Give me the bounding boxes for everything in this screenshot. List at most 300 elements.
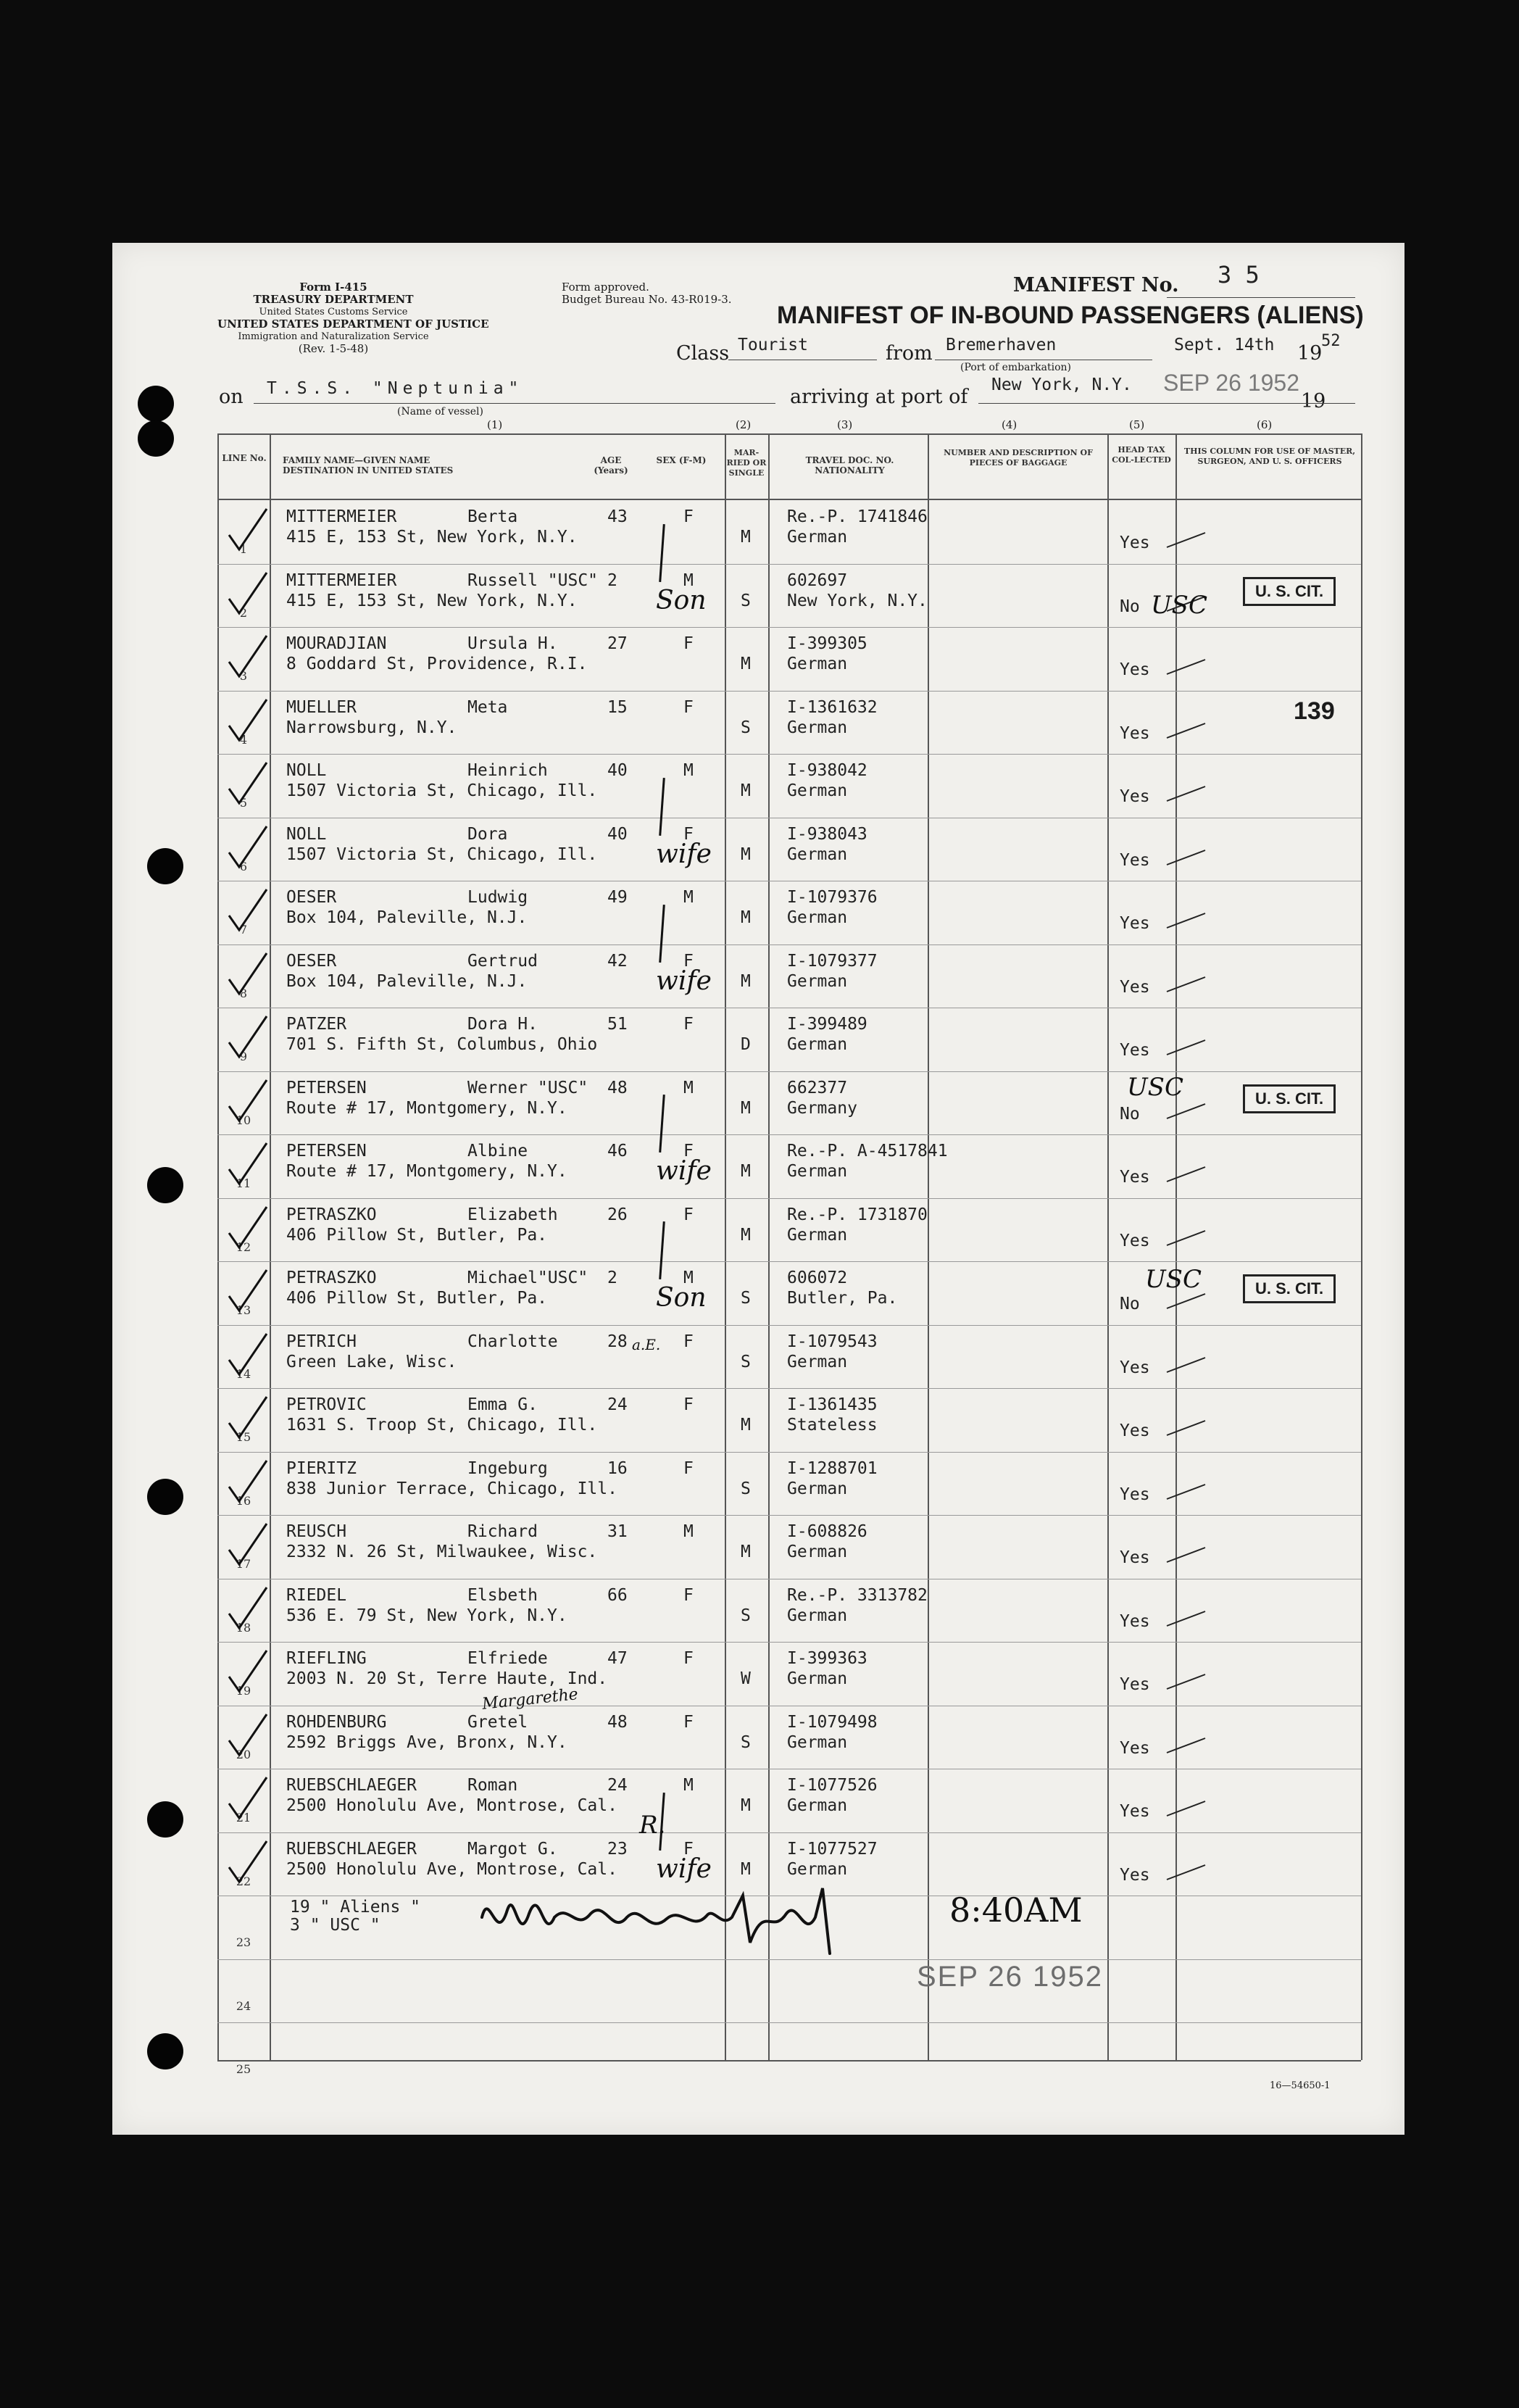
tick-mark-icon bbox=[1165, 1671, 1209, 1693]
family-name: REUSCH bbox=[286, 1522, 347, 1541]
tick-mark-icon bbox=[1165, 1735, 1209, 1756]
nationality: German bbox=[787, 1353, 848, 1371]
row-divider bbox=[217, 1832, 1361, 1833]
marital-status: S bbox=[741, 591, 751, 610]
address: 701 S. Fifth St, Columbus, Ohio bbox=[286, 1035, 598, 1054]
departure-date: Sept. 14th bbox=[1174, 336, 1275, 354]
given-name: Roman bbox=[467, 1776, 518, 1795]
travel-doc: I-399489 bbox=[787, 1015, 867, 1034]
tick-mark-icon bbox=[1165, 1798, 1209, 1819]
nationality: German bbox=[787, 1162, 848, 1181]
arrival-date-stamp: SEP 26 1952 bbox=[1163, 370, 1300, 396]
given-name: Dora bbox=[467, 825, 508, 844]
given-name: Ingeburg bbox=[467, 1459, 548, 1478]
age: 23 bbox=[607, 1840, 628, 1859]
family-name: PETROVIC bbox=[286, 1395, 367, 1414]
vessel-underline bbox=[254, 403, 775, 404]
sex: F bbox=[683, 825, 694, 844]
check-mark-icon bbox=[223, 506, 274, 557]
tick-mark-icon bbox=[1165, 1481, 1209, 1503]
sex: F bbox=[683, 1840, 694, 1859]
check-mark-icon bbox=[223, 1204, 274, 1255]
head-tax: Yes bbox=[1120, 787, 1150, 806]
row-divider bbox=[217, 1198, 1361, 1199]
age: 16 bbox=[607, 1459, 628, 1478]
travel-doc: 606072 bbox=[787, 1269, 848, 1287]
age: 31 bbox=[607, 1522, 628, 1541]
sex: M bbox=[683, 571, 694, 590]
row-divider bbox=[217, 1325, 1361, 1326]
col-num-4: (4) bbox=[1002, 418, 1017, 431]
travel-doc: I-1077526 bbox=[787, 1776, 878, 1795]
col-divider bbox=[768, 433, 770, 2060]
nationality: German bbox=[787, 1669, 848, 1688]
tick-mark-icon bbox=[1165, 973, 1209, 995]
tick-mark-icon bbox=[1165, 1544, 1209, 1566]
line-number: 25 bbox=[236, 2062, 251, 2076]
check-mark-icon bbox=[223, 1521, 274, 1572]
row-divider bbox=[217, 754, 1361, 755]
nationality: Stateless bbox=[787, 1416, 878, 1435]
row-divider bbox=[217, 1452, 1361, 1453]
address: 1507 Victoria St, Chicago, Ill. bbox=[286, 845, 598, 864]
given-name: Werner "USC" bbox=[467, 1079, 588, 1097]
handwritten-relation: wife bbox=[656, 966, 712, 996]
sex: F bbox=[683, 1459, 694, 1478]
col-num-2: (2) bbox=[736, 418, 752, 431]
line-number: 14 bbox=[236, 1367, 251, 1381]
col-divider bbox=[928, 433, 929, 2060]
given-name: Elsbeth bbox=[467, 1586, 538, 1605]
class-label: Class bbox=[676, 342, 730, 365]
address: 838 Junior Terrace, Chicago, Ill. bbox=[286, 1479, 617, 1498]
line-number: 17 bbox=[236, 1557, 251, 1571]
marital-status: M bbox=[741, 781, 751, 800]
hand-usc-row13: USC bbox=[1145, 1265, 1202, 1294]
nationality: German bbox=[787, 1606, 848, 1625]
line-number: 24 bbox=[236, 1999, 251, 2013]
line-number: 23 bbox=[236, 1935, 251, 1949]
col-header-baggage: NUMBER AND DESCRIPTION OF PIECES OF BAGGAGE bbox=[944, 448, 1093, 468]
us-citizen-stamp: U. S. CIT. bbox=[1243, 577, 1336, 606]
summary-aliens: 19 " Aliens " bbox=[290, 1898, 421, 1917]
address: 406 Pillow St, Butler, Pa. bbox=[286, 1226, 548, 1245]
age: 43 bbox=[607, 507, 628, 526]
given-name: Heinrich bbox=[467, 761, 548, 780]
check-mark-icon bbox=[223, 823, 274, 874]
head-tax: No bbox=[1120, 1295, 1140, 1313]
given-name: Elizabeth bbox=[467, 1205, 558, 1224]
tick-mark-icon bbox=[1165, 1163, 1209, 1185]
sex: M bbox=[683, 888, 694, 907]
tick-mark-icon bbox=[1165, 1608, 1209, 1629]
handwritten-relation: Son bbox=[656, 586, 707, 615]
sex: F bbox=[683, 1142, 694, 1161]
col-num-5: (5) bbox=[1129, 418, 1145, 431]
address: 2500 Honolulu Ave, Montrose, Cal. bbox=[286, 1796, 617, 1815]
line-number: 4 bbox=[239, 733, 248, 747]
customs-service: United States Customs Service bbox=[259, 307, 408, 317]
address: 2500 Honolulu Ave, Montrose, Cal. bbox=[286, 1860, 617, 1879]
col-header-tax: HEAD TAX COL-LECTED bbox=[1112, 445, 1171, 465]
address: 2592 Briggs Ave, Bronx, N.Y. bbox=[286, 1733, 567, 1752]
marital-status: M bbox=[741, 908, 751, 927]
family-name: MUELLER bbox=[286, 698, 357, 717]
head-tax: No bbox=[1120, 597, 1140, 616]
marital-status: M bbox=[741, 655, 751, 673]
check-mark-icon bbox=[223, 1458, 274, 1508]
binder-hole bbox=[138, 386, 174, 422]
col-divider bbox=[1107, 433, 1109, 2060]
row-divider bbox=[217, 1261, 1361, 1262]
marital-status: M bbox=[741, 1099, 751, 1118]
binder-hole bbox=[147, 2033, 183, 2069]
justice-dept: UNITED STATES DEPARTMENT OF JUSTICE bbox=[217, 317, 489, 331]
binder-hole bbox=[147, 1479, 183, 1515]
on-label: on bbox=[219, 386, 244, 408]
check-mark-icon bbox=[223, 1331, 274, 1382]
age: 48 bbox=[607, 1079, 628, 1097]
tick-mark-icon bbox=[1165, 529, 1209, 551]
travel-doc: I-1077527 bbox=[787, 1840, 878, 1859]
sex: F bbox=[683, 1205, 694, 1224]
marital-status: M bbox=[741, 1543, 751, 1561]
handwritten-relation: Son bbox=[656, 1283, 707, 1313]
col-header-doc: TRAVEL DOC. NO. NATIONALITY bbox=[805, 455, 894, 476]
nationality: German bbox=[787, 1860, 848, 1879]
marital-status: W bbox=[741, 1669, 751, 1688]
line-number: 11 bbox=[236, 1176, 251, 1190]
footer-code: 16—54650-1 bbox=[1270, 2080, 1331, 2091]
nationality: German bbox=[787, 1479, 848, 1498]
col-header-married: MAR-RIED OR SINGLE bbox=[726, 448, 767, 478]
table-header-rule bbox=[217, 499, 1361, 500]
tick-mark-icon bbox=[1165, 910, 1209, 931]
tick-mark-icon bbox=[1165, 783, 1209, 805]
given-name: Dora H. bbox=[467, 1015, 538, 1034]
nationality: German bbox=[787, 1035, 848, 1054]
given-name: Albine bbox=[467, 1142, 528, 1161]
sex: F bbox=[683, 1015, 694, 1034]
tick-mark-icon bbox=[1165, 1227, 1209, 1249]
sex: M bbox=[683, 1079, 694, 1097]
binder-hole bbox=[138, 420, 174, 457]
arrival-underline bbox=[978, 403, 1355, 404]
line-number: 18 bbox=[236, 1621, 251, 1635]
year-suffix: 19 bbox=[1301, 390, 1326, 412]
age: 2 bbox=[607, 571, 617, 590]
marital-status: M bbox=[741, 972, 751, 991]
given-name: Ludwig bbox=[467, 888, 528, 907]
family-name: MITTERMEIER bbox=[286, 571, 397, 590]
family-name: NOLL bbox=[286, 761, 327, 780]
sex: F bbox=[683, 1395, 694, 1414]
check-mark-icon bbox=[223, 887, 274, 937]
nationality: German bbox=[787, 781, 848, 800]
row-divider bbox=[217, 944, 1361, 945]
head-tax: Yes bbox=[1120, 660, 1150, 679]
tick-mark-icon bbox=[1165, 1100, 1209, 1122]
col-header-officers: THIS COLUMN FOR USE OF MASTER, SURGEON, AND U. S. OFFICERS bbox=[1183, 447, 1356, 466]
given-name: Gertrud bbox=[467, 952, 538, 971]
binder-hole bbox=[147, 848, 183, 884]
hand-initial-row14: a.E. bbox=[632, 1336, 661, 1353]
nationality: New York, N.Y. bbox=[787, 591, 928, 610]
family-name: OESER bbox=[286, 888, 337, 907]
sex: F bbox=[683, 1713, 694, 1732]
nationality: German bbox=[787, 1796, 848, 1815]
age: 24 bbox=[607, 1776, 628, 1795]
manifest-no: 3 5 bbox=[1218, 261, 1260, 288]
class-value: Tourist bbox=[738, 336, 808, 354]
age: 66 bbox=[607, 1586, 628, 1605]
nationality: German bbox=[787, 655, 848, 673]
row-divider bbox=[217, 627, 1361, 628]
travel-doc: I-1361435 bbox=[787, 1395, 878, 1414]
marital-status: D bbox=[741, 1035, 751, 1054]
check-mark-icon bbox=[223, 633, 274, 684]
check-mark-icon bbox=[223, 1585, 274, 1635]
line-number: 9 bbox=[239, 1050, 248, 1063]
travel-doc: I-938043 bbox=[787, 825, 867, 844]
address: Box 104, Paleville, N.J. bbox=[286, 908, 528, 927]
family-name: PATZER bbox=[286, 1015, 347, 1034]
line-number: 16 bbox=[236, 1494, 251, 1508]
sex: F bbox=[683, 952, 694, 971]
hand-usc-row2: USC bbox=[1151, 591, 1207, 620]
check-mark-icon bbox=[223, 950, 274, 1001]
binder-hole bbox=[147, 1167, 183, 1203]
vessel-name: T.S.S. "Neptunia" bbox=[267, 379, 524, 398]
age: 15 bbox=[607, 698, 628, 717]
sex: F bbox=[683, 698, 694, 717]
travel-doc: Re.-P. A-4517841 bbox=[787, 1142, 948, 1161]
marital-status: M bbox=[741, 1796, 751, 1815]
family-name: NOLL bbox=[286, 825, 327, 844]
arriving-label: arriving at port of bbox=[790, 386, 968, 408]
travel-doc: I-608826 bbox=[787, 1522, 867, 1541]
col-num-1: (1) bbox=[487, 418, 503, 431]
address: 1507 Victoria St, Chicago, Ill. bbox=[286, 781, 598, 800]
col-header-age: AGE (Years) bbox=[594, 455, 628, 476]
check-mark-icon bbox=[223, 1077, 274, 1128]
nationality: Butler, Pa. bbox=[787, 1289, 898, 1308]
line-number: 7 bbox=[239, 923, 248, 937]
age: 49 bbox=[607, 888, 628, 907]
address: Box 104, Paleville, N.J. bbox=[286, 972, 528, 991]
travel-doc: I-1079543 bbox=[787, 1332, 878, 1351]
check-mark-icon bbox=[223, 1013, 274, 1064]
address: Green Lake, Wisc. bbox=[286, 1353, 457, 1371]
line-number: 10 bbox=[236, 1113, 251, 1127]
vessel-label: (Name of vessel) bbox=[397, 406, 483, 418]
given-name: Elfriede bbox=[467, 1649, 548, 1668]
given-name: Meta bbox=[467, 698, 508, 717]
treasury-dept: TREASURY DEPARTMENT bbox=[253, 293, 414, 306]
family-name: MOURADJIAN bbox=[286, 634, 387, 653]
head-tax: Yes bbox=[1120, 1802, 1150, 1821]
marital-status: S bbox=[741, 1606, 751, 1625]
travel-doc: I-1079498 bbox=[787, 1713, 878, 1732]
row-divider bbox=[217, 1642, 1361, 1643]
handwritten-relation: wife bbox=[656, 1854, 712, 1884]
head-tax: Yes bbox=[1120, 1675, 1150, 1694]
ins-service: Immigration and Naturalization Service bbox=[238, 331, 429, 342]
head-tax: Yes bbox=[1120, 1168, 1150, 1187]
travel-doc: Re.-P. 3313782 bbox=[787, 1586, 928, 1605]
manifest-no-underline bbox=[1167, 297, 1355, 298]
address: Route # 17, Montgomery, N.Y. bbox=[286, 1099, 567, 1118]
given-name: Charlotte bbox=[467, 1332, 558, 1351]
col-divider bbox=[217, 433, 219, 2060]
age: 40 bbox=[607, 761, 628, 780]
sex: M bbox=[683, 1269, 694, 1287]
marital-status: M bbox=[741, 528, 751, 547]
head-tax: Yes bbox=[1120, 1739, 1150, 1758]
us-citizen-stamp: U. S. CIT. bbox=[1243, 1274, 1336, 1303]
address: 2332 N. 26 St, Milwaukee, Wisc. bbox=[286, 1543, 598, 1561]
form-number: Form I-415 bbox=[299, 281, 367, 294]
approval-block bbox=[562, 281, 732, 306]
travel-doc: I-1079376 bbox=[787, 888, 878, 907]
travel-doc: Re.-P. 1731870 bbox=[787, 1205, 928, 1224]
form-header-block bbox=[217, 281, 489, 355]
nationality: German bbox=[787, 845, 848, 864]
inspection-date-stamp: SEP 26 1952 bbox=[917, 1961, 1104, 1993]
sex: M bbox=[683, 1776, 694, 1795]
page-title: MANIFEST OF IN-BOUND PASSENGERS (ALIENS) bbox=[777, 302, 1364, 329]
manifest-no-label: MANIFEST No. bbox=[1013, 274, 1179, 296]
age: 46 bbox=[607, 1142, 628, 1161]
tick-mark-icon bbox=[1165, 1417, 1209, 1439]
inspection-time: 8:40AM bbox=[949, 1890, 1083, 1930]
travel-doc: 662377 bbox=[787, 1079, 848, 1097]
table-bottom-rule bbox=[217, 2060, 1361, 2062]
given-name: Michael"USC" bbox=[467, 1269, 588, 1287]
marital-status: S bbox=[741, 1353, 751, 1371]
tick-mark-icon bbox=[1165, 1354, 1209, 1376]
travel-doc: I-938042 bbox=[787, 761, 867, 780]
address: 415 E, 153 St, New York, N.Y. bbox=[286, 591, 578, 610]
line-number: 15 bbox=[236, 1430, 251, 1444]
travel-doc: 602697 bbox=[787, 571, 848, 590]
address: Route # 17, Montgomery, N.Y. bbox=[286, 1162, 567, 1181]
form-revision: (Rev. 1-5-48) bbox=[298, 342, 369, 355]
col-num-6: (6) bbox=[1257, 418, 1273, 431]
tick-mark-icon bbox=[1165, 720, 1209, 742]
travel-doc: I-1288701 bbox=[787, 1459, 878, 1478]
col-num-3: (3) bbox=[837, 418, 853, 431]
marital-status: S bbox=[741, 1289, 751, 1308]
marital-status: M bbox=[741, 1416, 751, 1435]
line-number: 2 bbox=[239, 606, 248, 620]
age: 24 bbox=[607, 1395, 628, 1414]
nationality: German bbox=[787, 1226, 848, 1245]
given-name: Emma G. bbox=[467, 1395, 538, 1414]
row-divider bbox=[217, 691, 1361, 692]
check-mark-icon bbox=[223, 1394, 274, 1445]
address: 1631 S. Troop St, Chicago, Ill. bbox=[286, 1416, 598, 1435]
nationality: German bbox=[787, 972, 848, 991]
tick-mark-icon bbox=[1165, 1037, 1209, 1058]
line-number: 5 bbox=[239, 796, 248, 810]
address: 415 E, 153 St, New York, N.Y. bbox=[286, 528, 578, 547]
head-tax: Yes bbox=[1120, 1232, 1150, 1250]
family-name: RIEFLING bbox=[286, 1649, 367, 1668]
marital-status: M bbox=[741, 1162, 751, 1181]
head-tax: Yes bbox=[1120, 1485, 1150, 1504]
year-prefix: 19 bbox=[1297, 342, 1323, 365]
age: 28 bbox=[607, 1332, 628, 1351]
age: 47 bbox=[607, 1649, 628, 1668]
family-name: MITTERMEIER bbox=[286, 507, 397, 526]
line-number: 13 bbox=[236, 1303, 251, 1317]
row-divider bbox=[217, 2022, 1361, 2023]
family-name: RUEBSCHLAEGER bbox=[286, 1776, 417, 1795]
travel-doc: I-1079377 bbox=[787, 952, 878, 971]
head-tax: Yes bbox=[1120, 914, 1150, 933]
check-mark-icon bbox=[223, 1711, 274, 1762]
check-mark-icon bbox=[223, 1774, 274, 1825]
given-name: Ursula H. bbox=[467, 634, 558, 653]
address: 406 Pillow St, Butler, Pa. bbox=[286, 1289, 548, 1308]
family-name: PIERITZ bbox=[286, 1459, 357, 1478]
row-divider bbox=[217, 1071, 1361, 1072]
line-number: 8 bbox=[239, 987, 248, 1000]
address: 8 Goddard St, Providence, R.I. bbox=[286, 655, 588, 673]
line-number: 3 bbox=[239, 669, 248, 683]
col-header-sex: SEX (F-M) bbox=[656, 455, 707, 465]
line-number: 1 bbox=[239, 542, 248, 556]
family-name: PETRASZKO bbox=[286, 1205, 377, 1224]
check-mark-icon bbox=[223, 760, 274, 810]
tick-mark-icon bbox=[1165, 847, 1209, 868]
family-name: ROHDENBURG bbox=[286, 1713, 387, 1732]
sex: F bbox=[683, 1332, 694, 1351]
family-name: PETERSEN bbox=[286, 1142, 367, 1161]
age: 26 bbox=[607, 1205, 628, 1224]
nationality: German bbox=[787, 908, 848, 927]
us-citizen-stamp: U. S. CIT. bbox=[1243, 1084, 1336, 1113]
age: 40 bbox=[607, 825, 628, 844]
nationality: German bbox=[787, 1543, 848, 1561]
col-divider bbox=[1361, 433, 1362, 2060]
travel-doc: I-1361632 bbox=[787, 698, 878, 717]
head-tax: Yes bbox=[1120, 724, 1150, 743]
head-tax: Yes bbox=[1120, 1612, 1150, 1631]
head-tax: Yes bbox=[1120, 1866, 1150, 1885]
line-number: 22 bbox=[236, 1874, 251, 1888]
age: 48 bbox=[607, 1713, 628, 1732]
summary-usc: 3 " USC " bbox=[290, 1916, 380, 1935]
officer-signature bbox=[475, 1874, 910, 1961]
nationality: German bbox=[787, 528, 848, 547]
family-name: PETERSEN bbox=[286, 1079, 367, 1097]
marital-status: M bbox=[741, 1860, 751, 1879]
form-approved: Form approved. bbox=[562, 281, 649, 294]
head-tax: Yes bbox=[1120, 851, 1150, 870]
check-mark-icon bbox=[223, 697, 274, 747]
budget-bureau: Budget Bureau No. 43-R019-3. bbox=[562, 293, 732, 306]
nationality: German bbox=[787, 1733, 848, 1752]
row-divider bbox=[217, 1388, 1361, 1389]
row-divider bbox=[217, 564, 1361, 565]
head-tax: Yes bbox=[1120, 1548, 1150, 1567]
tick-mark-icon bbox=[1165, 1861, 1209, 1883]
head-tax: Yes bbox=[1120, 1421, 1150, 1440]
handwritten-relation: wife bbox=[656, 839, 712, 869]
check-mark-icon bbox=[223, 1838, 274, 1889]
